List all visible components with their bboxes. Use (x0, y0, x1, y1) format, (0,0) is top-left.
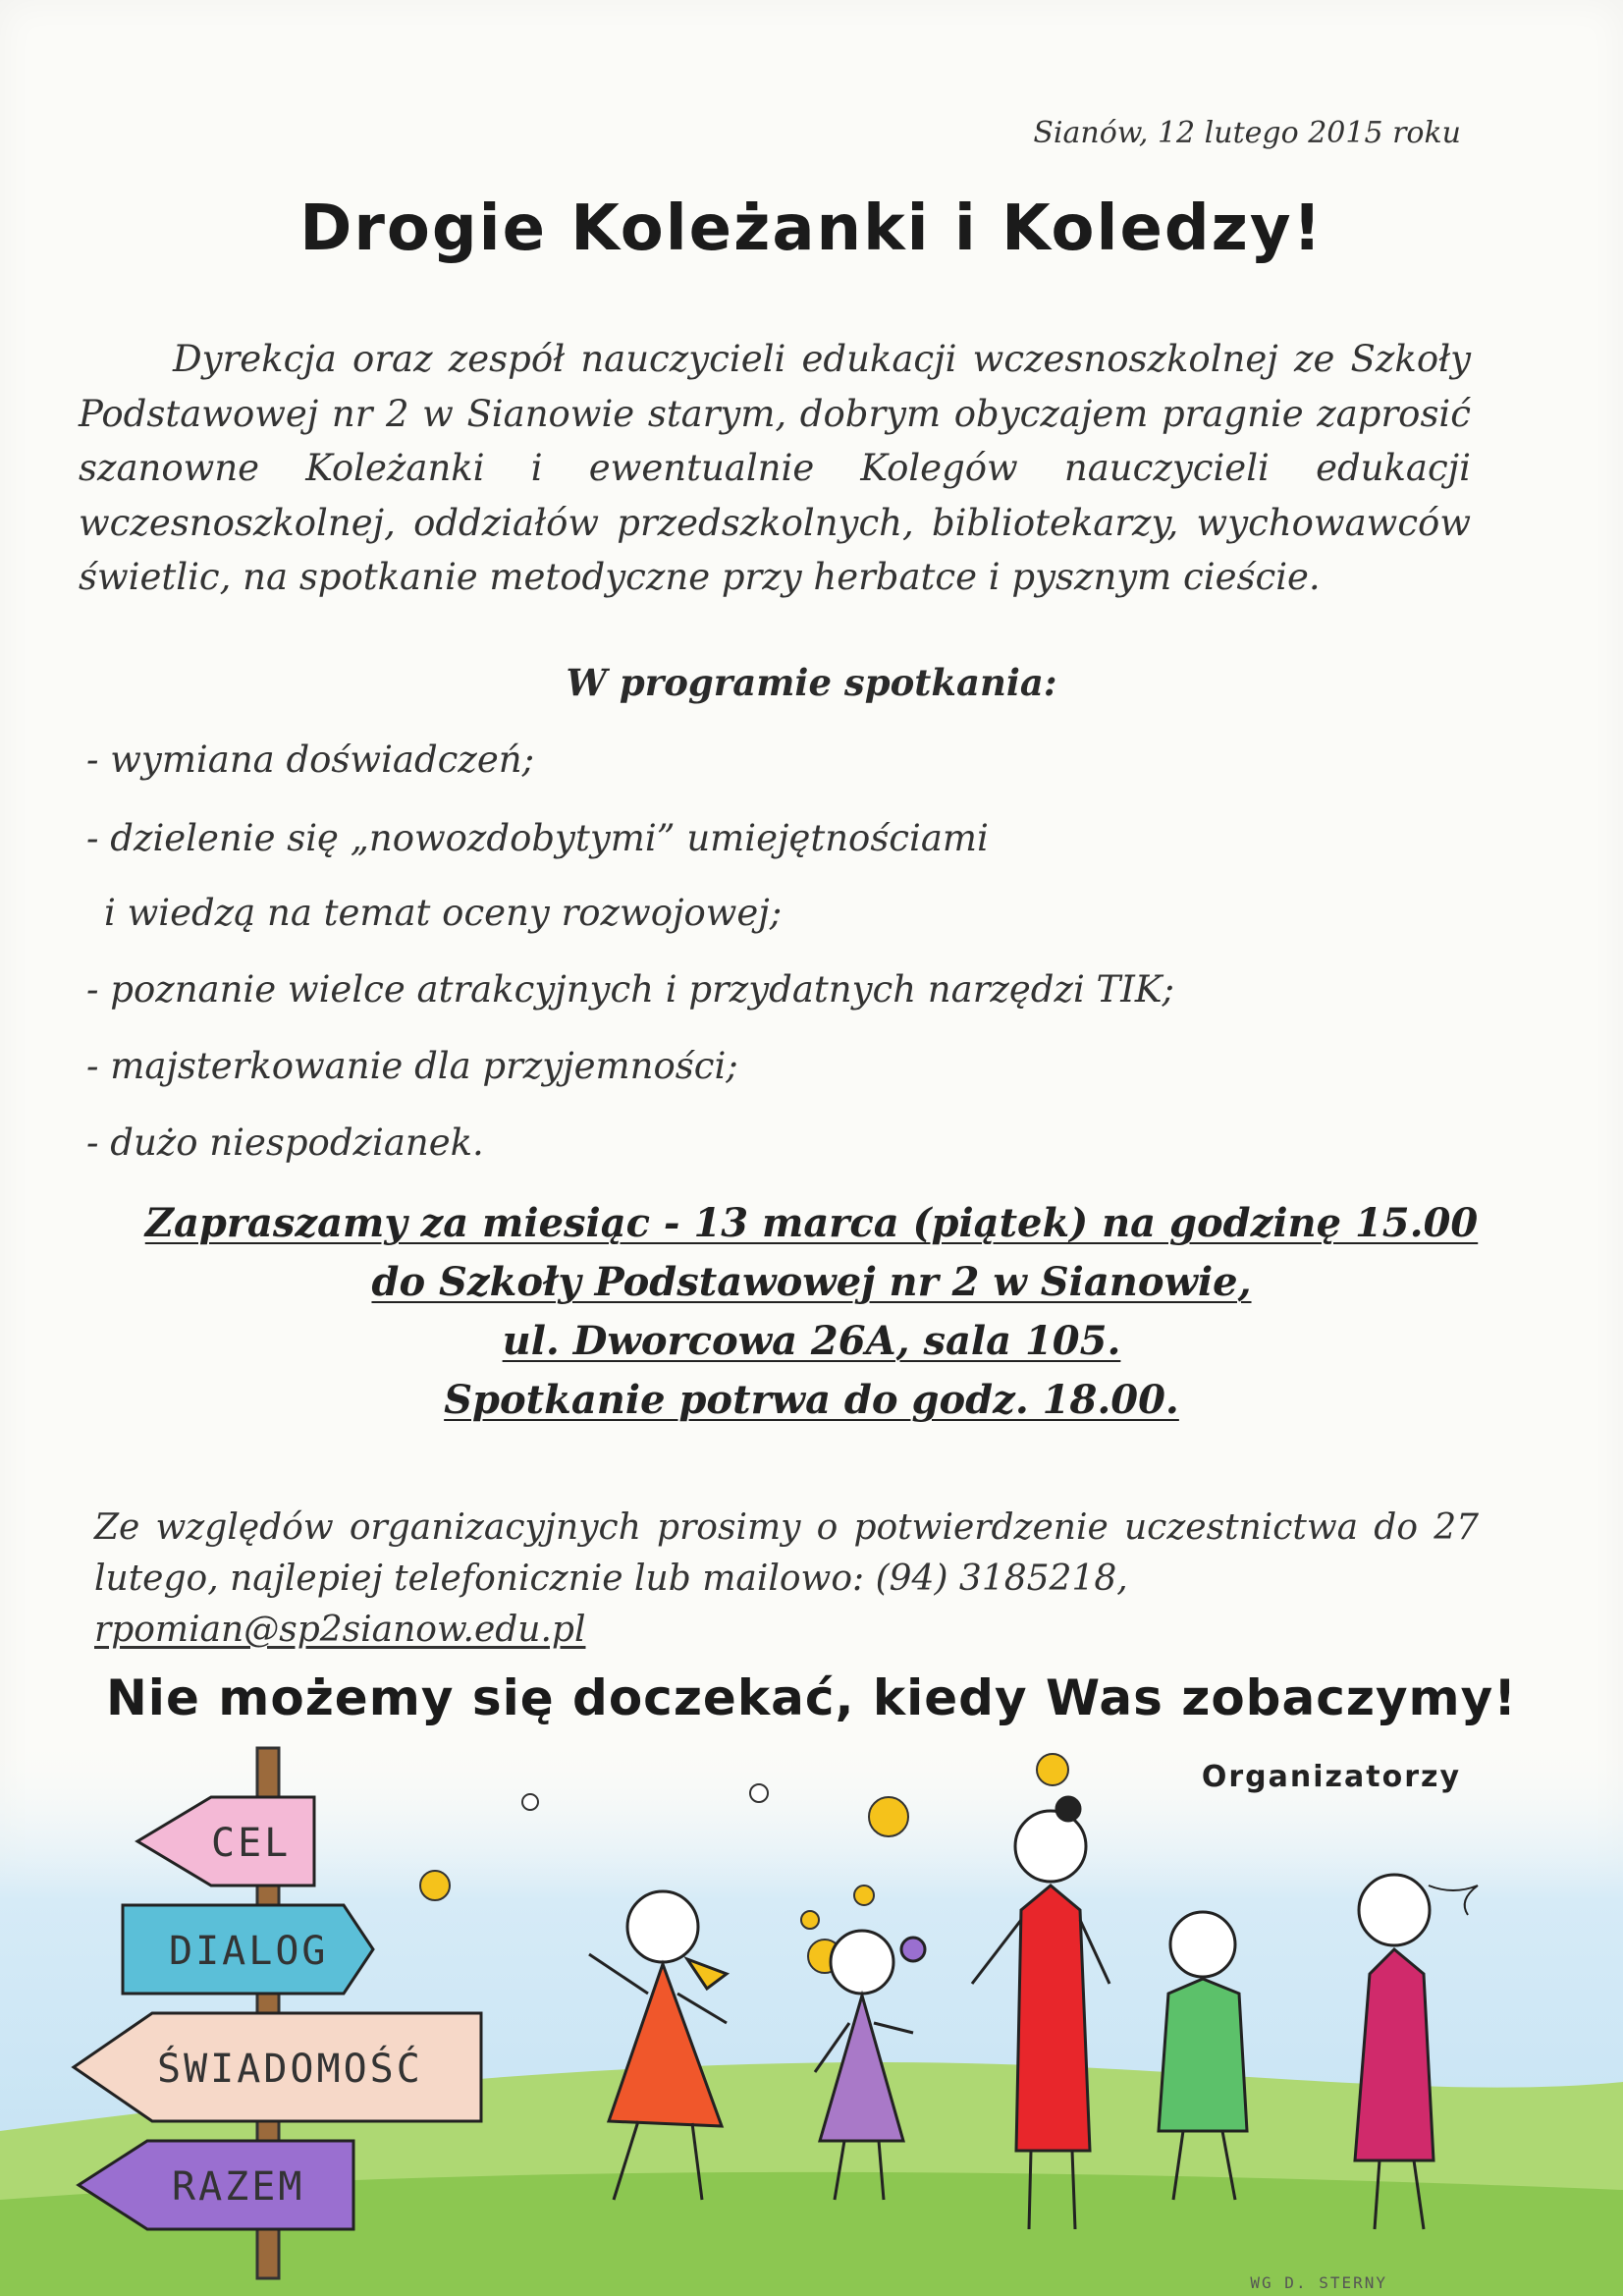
confirmation-paragraph (94, 1503, 1479, 1656)
invitation-line: Zapraszamy za miesiąc - 13 marca (piątek) na godzinę 15.00 (144, 1200, 1479, 1246)
sign-swiadomosc (74, 2013, 481, 2121)
invitation-line: Spotkanie potrwa do godz. 18.00. (444, 1377, 1179, 1423)
sign-swiadomosc-label: ŚWIADOMOŚĆ (157, 2047, 423, 2092)
sign-razem-label: RAZEM (172, 2164, 305, 2210)
yellow-dot (522, 1794, 538, 1810)
sign-cel-label: CEL (211, 1821, 292, 1866)
program-item: - dużo niespodzianek. (86, 1121, 484, 1164)
program-item: i wiedzą na temat oceny rozwojowej; (104, 892, 783, 934)
yellow-dot (750, 1784, 768, 1802)
program-item: - poznanie wielce atrakcyjnych i przydatnych narzędzi TIK; (86, 968, 1174, 1011)
program-item: - wymiana doświadczeń; (86, 738, 535, 781)
program-item: - dzielenie się „nowozdobytymi” umiejętnościami (86, 817, 989, 859)
yellow-dot (1037, 1754, 1068, 1785)
invitation-line: do Szkoły Podstawowej nr 2 w Sianowie, (371, 1259, 1252, 1305)
confirmation-text: Ze względów organizacyjnych prosimy o potwierdzenie uczestnictwa do 27 lutego, najlepiej telefonicznie lub mailowo: (94) 3185218, (94, 1507, 1479, 1599)
program-item: - majsterkowanie dla przyjemności; (86, 1045, 738, 1087)
letter-heading: Drogie Koleżanki i Koledzy! (299, 192, 1324, 265)
invitation-block (0, 1194, 1623, 1430)
yellow-dot (801, 1911, 819, 1929)
yellow-dot (420, 1871, 450, 1900)
artist-signature: WG D. STERNY (1250, 2273, 1387, 2292)
letter-date: Sianów, 12 lutego 2015 roku (1033, 116, 1461, 150)
yellow-dot (869, 1797, 908, 1836)
yellow-dot (854, 1886, 874, 1905)
closing-tagline: Nie możemy się doczekać, kiedy Was zobaczymy! (105, 1669, 1518, 1726)
email-link[interactable]: rpomian@sp2sianow.edu.pl (94, 1610, 586, 1650)
program-title: W programie spotkania: (566, 661, 1057, 704)
illustration (0, 1738, 1623, 2296)
sign-dialog (123, 1905, 373, 1994)
sign-dialog-label: DIALOG (169, 1929, 329, 1974)
invitation-line: ul. Dworcowa 26A, sala 105. (502, 1318, 1121, 1364)
organizers-signoff: Organizatorzy (1201, 1760, 1461, 1794)
intro-paragraph (79, 332, 1471, 605)
intro-text: Dyrekcja oraz zespół nauczycieli edukacji wczesnoszkolnej ze Szkoły Podstawowej nr 2 w Sianowie starym, dobrym obyczajem pragnie zaprosić szanowne Koleżanki i ewentualnie Kolegów nauczycieli edukacji wczesnoszkolnej, oddziałów przedszkolnych, bibliotekarzy, wychowawców świetlic, na spotkanie metodyczne przy herbatce i pysznym cieście. (79, 338, 1471, 598)
